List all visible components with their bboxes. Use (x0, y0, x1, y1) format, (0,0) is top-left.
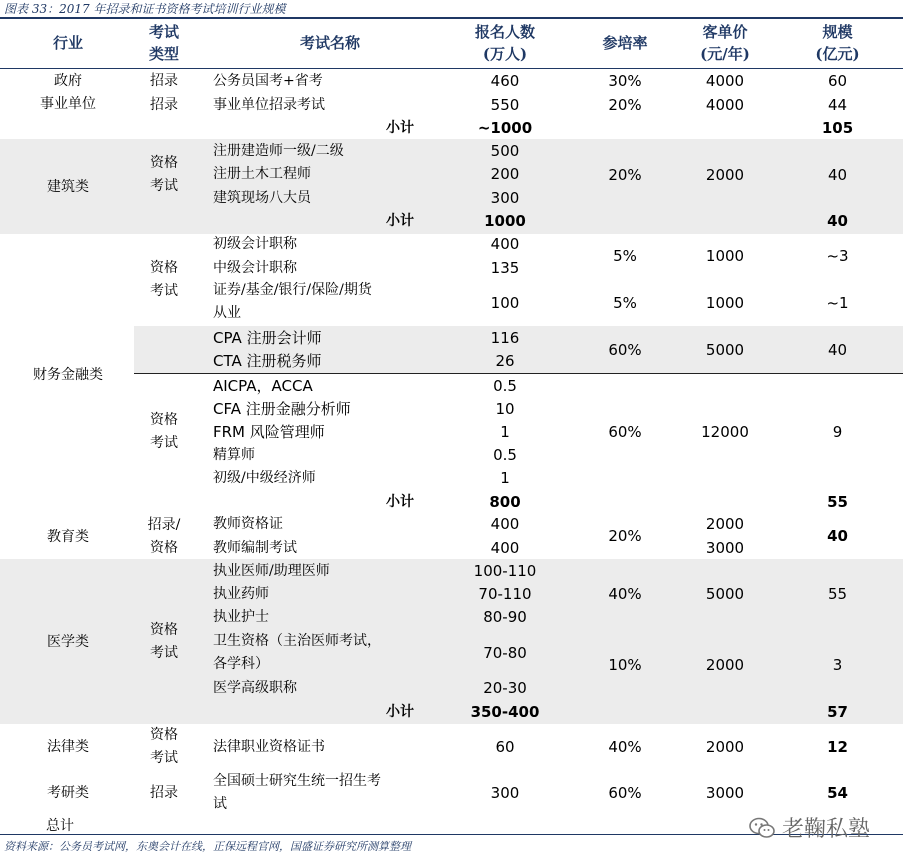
industry-education: 教育类 (47, 528, 89, 545)
header-industry: 行业 (52, 34, 83, 52)
exam-finance-g2: 证券/基金/银行/保险/期货 从业 (213, 282, 372, 321)
exam-medical-g1-1: 执业医师/助理医师 (213, 563, 330, 579)
subtotal-scale-gov: 105 (821, 119, 854, 137)
exam-finance-g4-2: CFA 注册金融分析师 (213, 400, 351, 418)
price-finance-g4: 12000 (701, 423, 749, 441)
exam-medical-g1-3: 执业护士 (213, 609, 269, 625)
header-scale: 规模 (亿元) (815, 23, 860, 63)
scale-finance-g4: 9 (832, 423, 843, 441)
price-finance-g1: 1000 (705, 247, 745, 265)
rate-gov-1: 30% (608, 72, 642, 90)
applicants-education-1: 400 (490, 515, 520, 533)
subtotal-scale-finance: 55 (827, 493, 848, 511)
subtotal-label-gov: 小计 (386, 120, 414, 136)
applicants-finance-g1-2: 135 (490, 259, 520, 277)
total-label: 总计 (46, 818, 74, 834)
applicants-finance-g3-1: 116 (490, 329, 520, 347)
industry-postgrad: 考研类 (47, 785, 89, 801)
price-gov-1: 4000 (705, 72, 745, 90)
scale-finance-g3: 40 (827, 340, 848, 359)
type-education: 招录/ 资格 (147, 516, 181, 556)
watermark-text: 老鞠私塾 (782, 817, 871, 842)
subtotal-scale-medical: 57 (827, 703, 848, 721)
price-postgrad: 3000 (705, 784, 745, 802)
applicants-finance-g4-2: 10 (495, 400, 515, 418)
subtotal-label-construction: 小计 (386, 213, 414, 229)
subtotal-label-medical: 小计 (386, 704, 414, 720)
exam-medical-g2-2: 各学科） (213, 656, 269, 672)
applicants-construction-2: 200 (490, 165, 520, 183)
subtotal-applicants-finance: 800 (489, 493, 521, 511)
applicants-gov-1: 460 (490, 72, 520, 90)
applicants-finance-g2: 100 (490, 293, 520, 312)
exam-finance-g4-4: 精算师 (213, 447, 255, 463)
industry-medical: 医学类 (47, 634, 89, 650)
scale-education: 40 (827, 527, 848, 545)
exam-construction-2: 注册土木工程师 (213, 166, 311, 182)
type-postgrad: 招录 (150, 785, 178, 801)
rate-medical-g2: 10% (608, 655, 642, 674)
header-applicants: 报名人数 (万人) (474, 23, 535, 63)
applicants-education-2: 400 (490, 539, 520, 557)
rate-finance-g4: 60% (608, 423, 642, 441)
exam-finance-g4-3: FRM 风险管理师 (213, 423, 325, 441)
price-medical-g2: 2000 (705, 655, 745, 674)
applicants-construction-1: 500 (490, 142, 520, 160)
scale-construction: 40 (827, 166, 848, 184)
applicants-medical-g1-2: 70-110 (478, 585, 532, 603)
header-price: 客单价 (元/年) (700, 23, 750, 63)
exam-postgrad: 全国硕士研究生统一招生考 试 (213, 773, 381, 812)
type-gov-2: 招录 (150, 97, 178, 113)
industry-gov: 政府 事业单位 (40, 72, 96, 112)
exam-gov-1: 公务员国考+省考 (213, 73, 323, 89)
applicants-finance-g4-1: 0.5 (493, 377, 517, 395)
source-note: 资料来源：公务员考试网，东奥会计在线，正保远程官网，国盛证券研究所测算整理 (4, 840, 411, 853)
price-law: 2000 (705, 738, 745, 756)
exam-education-1: 教师资格证 (213, 516, 283, 532)
rate-gov-2: 20% (608, 96, 642, 114)
exam-medical-g2-3: 医学高级职称 (213, 680, 297, 696)
scale-finance-g2: ~1 (826, 293, 849, 312)
applicants-finance-g4-5: 1 (500, 469, 510, 487)
applicants-medical-g1-3: 80-90 (483, 608, 527, 626)
applicants-finance-g1-1: 400 (490, 235, 520, 253)
applicants-finance-g4-4: 0.5 (493, 446, 517, 464)
exam-finance-g4-5: 初级/中级经济师 (213, 470, 316, 486)
applicants-medical-g2-2: 20-30 (483, 679, 527, 697)
scale-finance-g1: ~3 (826, 247, 849, 265)
type-construction: 资格 考试 (150, 155, 178, 194)
rate-medical-g1: 40% (608, 585, 642, 603)
price-education-1: 2000 (705, 515, 745, 533)
watermark (748, 812, 870, 843)
rate-law: 40% (608, 738, 642, 756)
type-law: 资格 考试 (150, 727, 178, 766)
applicants-finance-g3-2: 26 (495, 352, 515, 370)
exam-construction-1: 注册建造师一级/二级 (213, 143, 344, 159)
subtotal-label-finance: 小计 (386, 494, 414, 510)
wechat-icon (748, 816, 776, 840)
applicants-medical-g2-1: 70-80 (483, 644, 527, 662)
applicants-medical-g1-1: 100-110 (473, 562, 537, 580)
scale-medical-g2: 3 (832, 655, 843, 674)
header-exam: 考试名称 (299, 34, 360, 52)
type-finance-a: 资格 考试 (150, 260, 178, 299)
exam-finance-g4-1: AICPA，ACCA (213, 377, 313, 395)
rate-construction: 20% (608, 166, 642, 184)
scale-medical-g1: 55 (827, 585, 848, 603)
subtotal-applicants-medical: 350-400 (470, 703, 540, 721)
subtotal-applicants-gov: ~1000 (477, 119, 533, 137)
header-rate: 参培率 (602, 34, 648, 52)
rate-finance-g1: 5% (613, 247, 637, 265)
price-finance-g2: 1000 (705, 293, 745, 312)
industry-finance: 财务金融类 (33, 367, 103, 383)
price-finance-g3: 5000 (705, 340, 745, 359)
price-gov-2: 4000 (705, 96, 745, 114)
price-medical-g1: 5000 (705, 585, 745, 603)
subtotal-scale-construction: 40 (827, 212, 848, 230)
exam-law: 法律职业资格证书 (213, 739, 325, 755)
applicants-gov-2: 550 (490, 96, 520, 114)
rate-finance-g3: 60% (608, 340, 642, 359)
exam-education-2: 教师编制考试 (213, 540, 297, 556)
exam-finance-g3-1: CPA 注册会计师 (213, 329, 322, 347)
scale-gov-1: 60 (827, 72, 848, 90)
header-type: 考试 类型 (148, 23, 179, 63)
top-rule (0, 17, 903, 19)
industry-construction: 建筑类 (47, 178, 89, 195)
applicants-construction-3: 300 (490, 189, 520, 207)
exam-medical-g1-2: 执业药师 (213, 586, 269, 602)
rate-postgrad: 60% (608, 784, 642, 802)
exam-medical-g2-1: 卫生资格（主治医师考试， (213, 633, 381, 649)
type-medical: 资格 考试 (150, 622, 178, 661)
industry-law: 法律类 (47, 739, 89, 755)
scale-postgrad: 54 (827, 784, 848, 802)
figure-title: 图表 33：2017 年招录和证书资格考试培训行业规模 (4, 2, 286, 16)
scale-law: 12 (827, 738, 848, 756)
exam-finance-g1-1: 初级会计职称 (213, 236, 297, 252)
exam-finance-g3-2: CTA 注册税务师 (213, 352, 322, 370)
subtotal-applicants-construction: 1000 (484, 212, 526, 230)
type-finance-b: 资格 考试 (150, 412, 178, 451)
rate-finance-g2: 5% (613, 293, 637, 312)
scale-gov-2: 44 (827, 96, 848, 114)
applicants-law: 60 (495, 738, 515, 756)
rate-education: 20% (608, 527, 642, 545)
exam-finance-g1-2: 中级会计职称 (213, 260, 297, 276)
type-gov-1: 招录 (150, 73, 178, 89)
price-education-2: 3000 (705, 539, 745, 557)
exam-gov-2: 事业单位招录考试 (213, 97, 325, 113)
price-construction: 2000 (705, 166, 745, 184)
applicants-finance-g4-3: 1 (500, 423, 510, 441)
exam-construction-3: 建筑现场八大员 (213, 190, 311, 206)
applicants-postgrad: 300 (490, 784, 520, 802)
